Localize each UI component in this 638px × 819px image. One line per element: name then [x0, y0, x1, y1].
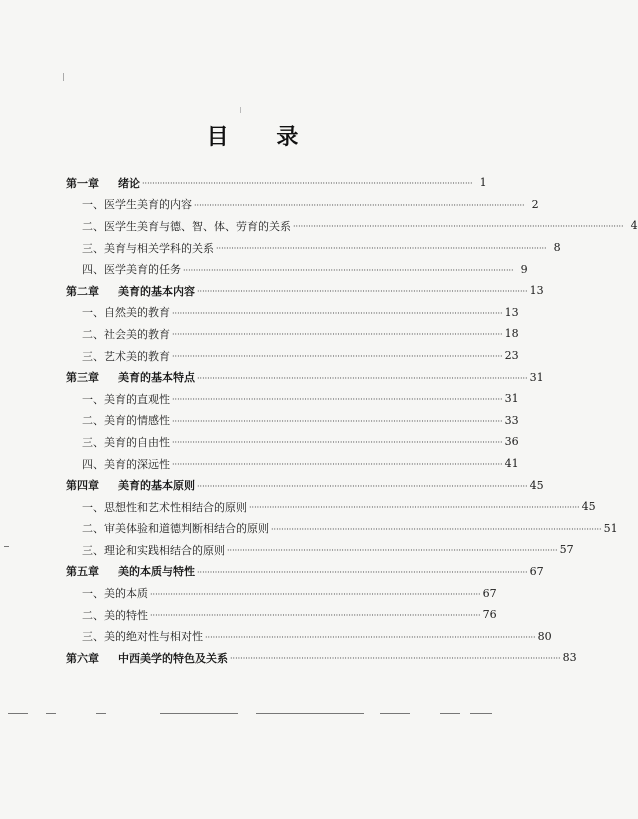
entry-title: 思想性和艺术性相结合的原则: [104, 500, 247, 514]
page-number: 45: [529, 478, 544, 492]
toc-chapter-entry[interactable]: [66, 280, 544, 302]
page-number: 1: [479, 176, 487, 190]
dot-leader: ··································································································································: [172, 308, 503, 318]
page-number: 80: [537, 629, 552, 643]
section-label: 二、: [82, 414, 104, 428]
chapter-label: 第二章: [66, 284, 99, 298]
dot-leader: ··································································································································: [293, 222, 624, 232]
entry-title: 美育的情感性: [104, 414, 170, 428]
dot-leader: ··································································································································: [172, 438, 503, 448]
page-number: 18: [504, 327, 519, 341]
page-number: 67: [482, 586, 497, 600]
dot-leader: ··································································································································: [172, 352, 503, 362]
toc-section-entry[interactable]: [66, 496, 596, 518]
dot-leader: ··································································································································: [150, 611, 481, 621]
entry-title: 美育的深远性: [104, 457, 170, 471]
toc-section-entry[interactable]: [66, 453, 519, 475]
entry-title: 医学生美育与德、智、体、劳育的关系: [104, 219, 291, 233]
chapter-label: 第五章: [66, 565, 99, 579]
page-number: 13: [529, 284, 544, 298]
scan-line: [440, 713, 460, 714]
chapter-label: 第四章: [66, 479, 99, 493]
entry-title: 中西美学的特色及关系: [118, 651, 228, 665]
page-number: 51: [603, 521, 618, 535]
toc-chapter-entry[interactable]: [66, 647, 577, 669]
page-number: 83: [562, 651, 577, 665]
toc-section-entry[interactable]: [66, 258, 528, 280]
section-label: 二、: [82, 522, 104, 536]
page-number: 57: [559, 543, 574, 557]
entry-title: 美的绝对性与相对性: [104, 630, 203, 644]
page-number: 2: [531, 197, 539, 211]
toc-section-entry[interactable]: [66, 431, 519, 453]
entry-title: 美的本质与特性: [118, 565, 195, 579]
section-label: 三、: [82, 543, 104, 557]
toc-section-entry[interactable]: [66, 323, 519, 345]
entry-title: 理论和实践相结合的原则: [104, 543, 225, 557]
page-number: 9: [520, 262, 528, 276]
dot-leader: ··································································································································: [249, 503, 580, 513]
toc-section-entry[interactable]: [66, 215, 638, 237]
chapter-label: 第一章: [66, 176, 99, 190]
section-label: 三、: [82, 349, 104, 363]
scan-mark: [240, 107, 241, 113]
toc-section-entry[interactable]: [66, 625, 552, 647]
dot-leader: ··································································································································: [142, 179, 473, 189]
section-label: 三、: [82, 630, 104, 644]
section-label: 一、: [82, 392, 104, 406]
toc-section-entry[interactable]: [66, 345, 519, 367]
page-number: 8: [553, 241, 561, 255]
entry-title: 美育的直观性: [104, 392, 170, 406]
page-number: 41: [504, 457, 519, 471]
dot-leader: ··································································································································: [172, 395, 503, 405]
page-number: 31: [529, 370, 544, 384]
dot-leader: ··································································································································: [194, 200, 525, 210]
toc-section-entry[interactable]: [66, 582, 497, 604]
section-label: 三、: [82, 435, 104, 449]
entry-title: 医学生美育的内容: [104, 198, 192, 212]
section-label: 一、: [82, 587, 104, 601]
toc-section-entry[interactable]: [66, 410, 519, 432]
entry-title: 审美体验和道德判断相结合的原则: [104, 522, 269, 536]
page-number: 45: [581, 500, 596, 514]
scan-line: [160, 713, 238, 714]
dot-leader: ··································································································································: [172, 416, 503, 426]
dot-leader: ··································································································································: [197, 287, 528, 297]
scan-line: [8, 713, 28, 714]
toc-chapter-entry[interactable]: [66, 474, 544, 496]
scan-mark: [4, 546, 9, 547]
chapter-label: 第六章: [66, 651, 99, 665]
page-number: 76: [482, 608, 497, 622]
entry-title: 美育与相关学科的关系: [104, 241, 214, 255]
page-number: 4: [630, 219, 638, 233]
section-label: 四、: [82, 263, 104, 277]
page-number: 67: [529, 564, 544, 578]
entry-title: 艺术美的教育: [104, 349, 170, 363]
toc-section-entry[interactable]: [66, 539, 574, 561]
chapter-label: 第三章: [66, 371, 99, 385]
section-label: 四、: [82, 457, 104, 471]
dot-leader: ··································································································································: [197, 481, 528, 491]
scan-line: [256, 713, 364, 714]
entry-title: 美育的基本内容: [118, 284, 195, 298]
dot-leader: ··································································································································: [172, 460, 503, 470]
dot-leader: ··································································································································: [216, 244, 547, 254]
section-label: 二、: [82, 327, 104, 341]
dot-leader: ··································································································································: [230, 654, 561, 664]
section-label: 三、: [82, 241, 104, 255]
page-number: 33: [504, 413, 519, 427]
toc-section-entry[interactable]: [66, 388, 519, 410]
entry-title: 绪论: [118, 176, 140, 190]
toc-chapter-entry[interactable]: [66, 561, 544, 583]
toc-section-entry[interactable]: [66, 518, 618, 540]
section-label: 一、: [82, 500, 104, 514]
entry-title: 自然美的教育: [104, 306, 170, 320]
page-number: 23: [504, 349, 519, 363]
section-label: 二、: [82, 608, 104, 622]
entry-title: 社会美的教育: [104, 327, 170, 341]
toc-chapter-entry[interactable]: [66, 366, 544, 388]
scan-line: [96, 713, 106, 714]
dot-leader: ··································································································································: [197, 567, 528, 577]
table-of-contents: [66, 172, 638, 669]
toc-section-entry[interactable]: [66, 194, 539, 216]
dot-leader: ··································································································································: [227, 546, 558, 556]
page-number: 36: [504, 435, 519, 449]
section-label: 一、: [82, 198, 104, 212]
entry-title: 美育的自由性: [104, 435, 170, 449]
scan-line: [380, 713, 410, 714]
entry-title: 医学美育的任务: [104, 263, 181, 277]
dot-leader: ··································································································································: [183, 265, 514, 275]
page-number: 13: [504, 305, 519, 319]
page-number: 31: [504, 392, 519, 406]
scan-line: [470, 713, 492, 714]
page-title: 目 录: [206, 124, 319, 150]
dot-leader: ··································································································································: [150, 589, 481, 599]
section-label: 一、: [82, 306, 104, 320]
entry-title: 美的特性: [104, 608, 148, 622]
toc-section-entry[interactable]: [66, 237, 561, 259]
entry-title: 美的本质: [104, 587, 148, 601]
toc-section-entry[interactable]: [66, 604, 497, 626]
section-label: 二、: [82, 219, 104, 233]
scan-line: [46, 713, 56, 714]
dot-leader: ··································································································································: [197, 373, 528, 383]
entry-title: 美育的基本原则: [118, 479, 195, 493]
entry-title: 美育的基本特点: [118, 371, 195, 385]
dot-leader: ··································································································································: [205, 632, 536, 642]
dot-leader: ··································································································································: [271, 524, 602, 534]
toc-chapter-entry[interactable]: [66, 172, 487, 194]
toc-section-entry[interactable]: [66, 302, 519, 324]
scan-mark: [63, 73, 64, 81]
dot-leader: ··································································································································: [172, 330, 503, 340]
